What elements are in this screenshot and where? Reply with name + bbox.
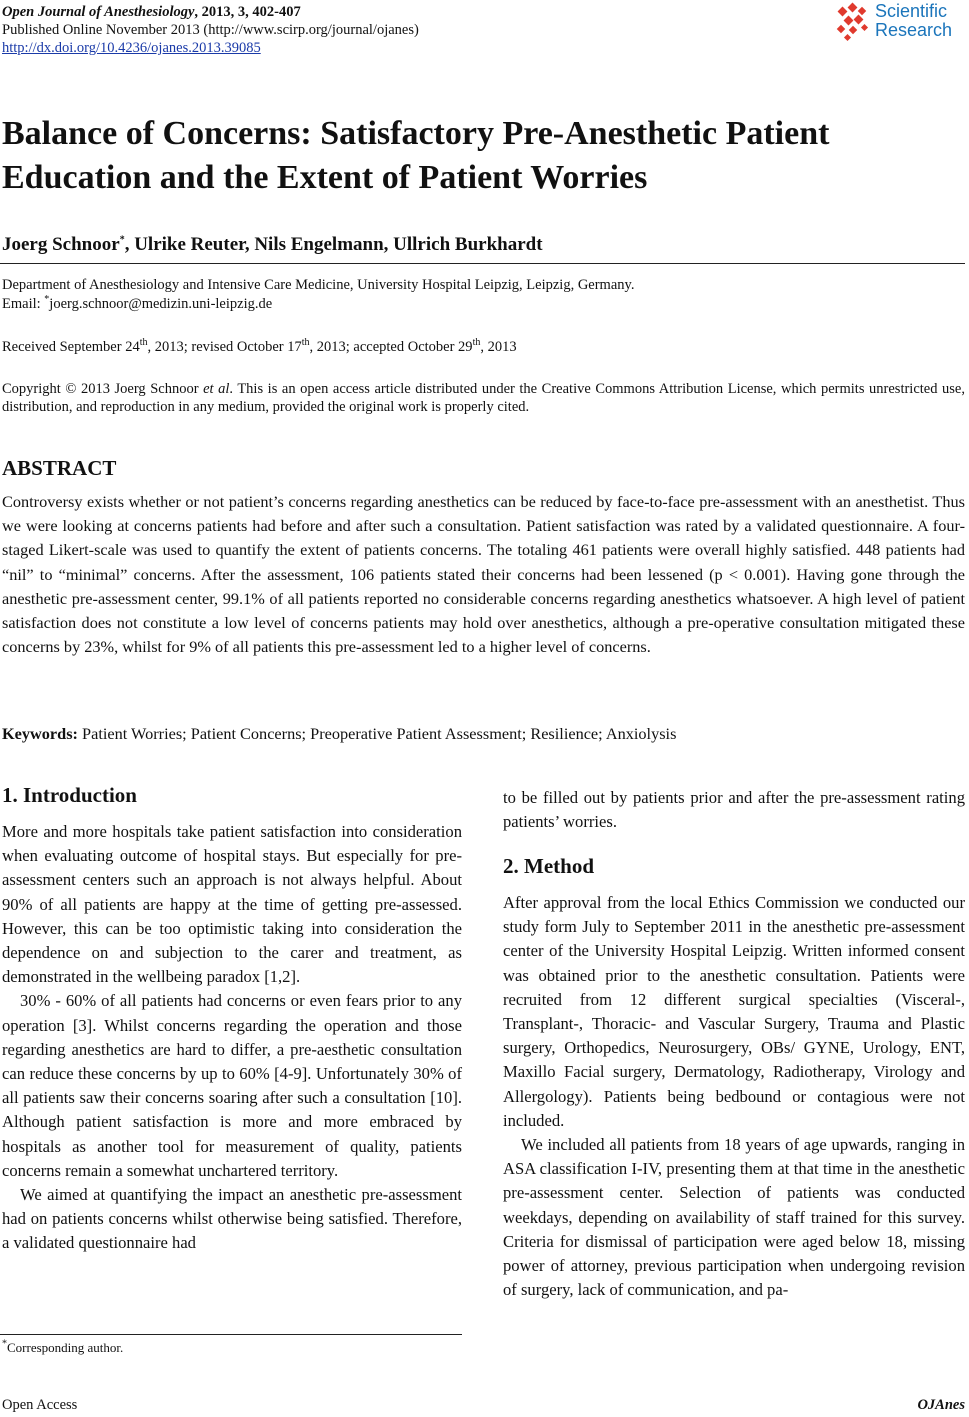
footnote-divider — [0, 1334, 462, 1335]
revised-sup: th — [301, 337, 310, 349]
doi-link[interactable]: http://dx.doi.org/10.4236/ojanes.2013.39085 — [2, 40, 261, 56]
logo-line1: Scientific — [875, 1, 948, 21]
corresponding-mark: * — [119, 234, 125, 246]
intro-continuation: to be filled out by patients prior and after the pre-assessment rating patients’ worries. — [503, 788, 965, 832]
received-sup: th — [139, 337, 148, 349]
copyright-b: . This is an open access article distributed under the Creative Commons Attribution License, which permits unrestricted use, distribution, and reproduction in any medium, provided the original work is properly cited. — [2, 381, 965, 415]
accepted-sup: th — [472, 337, 481, 349]
footnote-mark: * — [2, 1338, 7, 1350]
received-dates — [2, 338, 517, 356]
accepted-end: , 2013 — [480, 339, 517, 355]
logo-line2: Research — [875, 20, 953, 40]
affiliation: Department of Anesthesiology and Intensive Care Medicine, University Hospital Leipzig, Leipzig, Germany. — [2, 277, 635, 293]
method-body — [503, 891, 965, 1302]
method-paragraph-1: After approval from the local Ethics Commission we conducted our study form July to September 2011 in the anesthetic pre-assessment center of the University Hospital Leipzig. Written informed consent was obtained prior to the anesthetic consultation. Patients were recruited from 12 different surgical specialties (Visceral-, Transplant-, Thoracic- and Vascular Surgery, Trauma and Plastic surgery, Orthopedics, Neurosurgery, OBs/ GYNE, Urology, ENT, Maxillo Facial surgery, Dermatology, Radiotherapy, Virology and Allergology). Patients being bedbound or contagious were not included. — [503, 893, 965, 1130]
abstract-heading: ABSTRACT — [2, 456, 117, 480]
authors — [2, 234, 543, 256]
intro-body — [2, 820, 462, 1256]
keywords-list: Patient Worries; Patient Concerns; Preoperative Patient Assessment; Resilience; Anxiolysis — [77, 724, 677, 743]
journal-header — [2, 3, 419, 57]
accepted-text: , 2013; accepted October 29 — [309, 339, 473, 355]
intro-paragraph-2: 30% - 60% of all patients had concerns or even fears prior to any operation [3]. Whilst concerns regarding the operation and those regarding anesthetics are hard to differ, a pre-aesthetic consultation can reduce these concerns by up to 60% [4-9]. Unfortunately 30% of all patients saw their concerns soaring after such a consultation [10]. Although patient satisfaction is more and more embraced by hospitals as another tool for measurement of quality, patients concerns remain a somewhat unchartered territory. — [2, 991, 462, 1180]
keywords — [2, 724, 676, 744]
scientific-research-logo-icon — [835, 2, 875, 44]
email-label: Email: — [2, 296, 45, 312]
abstract-text: Controversy exists whether or not patient’s concerns regarding anesthetics can be reduced by face-to-face pre-assessment with an anesthetist. Thus we were looking at concerns patients had before and after such a consultation. Patient satisfaction was rated by a validated questionnaire. A four-staged Likert-scale was used to quantify the extent of patients concerns. The totaling 461 patients were overall highly satisfied. 448 patients had “nil” to “minimal” concerns. After the assessment, 106 patients stated their concerns had been lessened (p < 0.001). Having gone through the anesthetic pre-assessment center, 99.1% of all patients reported no considerable concerns regarding anesthetics whatsoever. A high level of patient satisfaction does not constitute a low level of concerns patients may hold over anesthetics, although a pre-operative consultation mitigated these concerns by 23%, whilst for 9% of all patients this pre-assessment led to a higher level of concerns. — [2, 492, 965, 657]
footnote — [2, 1340, 123, 1356]
revised-text: , 2013; revised October 17 — [147, 339, 302, 355]
scientific-research-logo — [835, 2, 965, 46]
lead-author: Joerg Schnoor — [2, 234, 120, 255]
method-heading: 2. Method — [503, 854, 594, 878]
method-paragraph-2: We included all patients from 18 years of age upwards, ranging in ASA classification I-IV, presenting them at that time in the anesthetic pre-assessment center. Selection of patients was conducted weekdays, depending on availability of staff trained for this survey. Criteria for dismissal of participation were aged below 18, missing power of attorney, previous participation when undergoing revision of surgery, lack of communication, and pa- — [503, 1135, 965, 1300]
copyright — [2, 380, 965, 416]
footer-journal-abbrev: OJAnes — [917, 1397, 965, 1413]
email-address[interactable]: joerg.schnoor@medizin.uni-leipzig.de — [49, 296, 273, 312]
intro-heading: 1. Introduction — [2, 783, 137, 807]
intro-paragraph-1: More and more hospitals take patient satisfaction into consideration when evaluating outcome of hospital stays. But especially for pre-assessment centers such an approach is not always helpful. About 90% of all patients are happy at the time of getting pre-assessed. However, this can be too optimistic taking into consideration the dependence on and subjection to the carer and treatment, as demonstrated in the wellbeing paradox [1,2]. — [2, 822, 462, 987]
email-line — [2, 295, 272, 313]
copyright-a: Copyright © 2013 Joerg Schnoor — [2, 381, 204, 397]
author-divider — [0, 263, 965, 264]
received-text: Received September 24 — [2, 339, 140, 355]
journal-name: Open Journal of Anesthesiology — [2, 4, 195, 20]
intro-paragraph-3: We aimed at quantifying the impact an anesthetic pre-assessment had on patients concerns whilst otherwise being satisfied. Therefore, a validated questionnaire had — [2, 1185, 462, 1253]
email-mark: * — [44, 294, 50, 306]
footnote-text: Corresponding author. — [7, 1340, 124, 1355]
article-title: Balance of Concerns: Satisfactory Pre-Anesthetic Patient Education and the Extent of Patient Worries — [2, 115, 830, 196]
footer-open-access: Open Access — [2, 1397, 78, 1413]
published-line: Published Online November 2013 (http://www.scirp.org/journal/ojanes) — [2, 22, 419, 38]
journal-volume: , 2013, 3, 402-407 — [194, 4, 301, 20]
keywords-label: Keywords: — [2, 724, 78, 743]
logo-text — [875, 2, 952, 40]
copyright-etal: et al — [203, 381, 230, 397]
other-authors: , Ulrike Reuter, Nils Engelmann, Ullrich Burkhardt — [124, 234, 543, 255]
